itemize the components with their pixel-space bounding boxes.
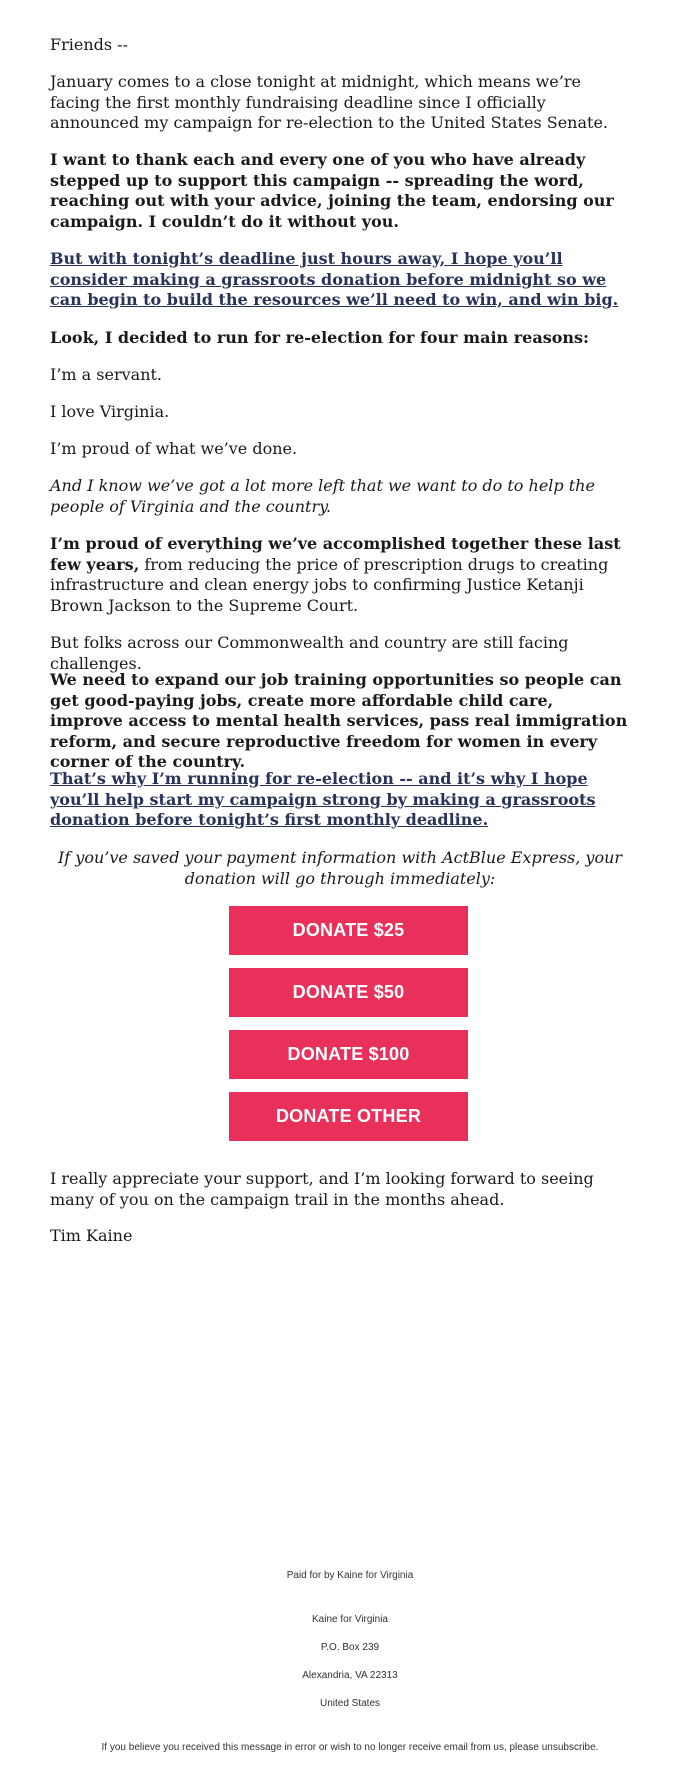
actblue-note: If you’ve saved your payment information with ActBlue Express, your donation will go through immediately: (57, 848, 623, 888)
greeting: Friends -- (50, 35, 128, 54)
paragraph-accomplishments (50, 534, 630, 616)
footer-org: Kaine for Virginia (312, 1614, 388, 1625)
footer-unsubscribe[interactable]: If you believe you received this message in error or wish to no longer receive email from us, please unsubscribe. (101, 1742, 599, 1753)
paragraph-intro: January comes to a close tonight at midnight, which means we’re facing the first monthly fundraising deadline since I officially announced my campaign for re-election to the United States Senate. (50, 72, 608, 132)
footer-city: Alexandria, VA 22313 (302, 1670, 398, 1681)
footer-po-box: P.O. Box 239 (320, 1642, 380, 1653)
accomplishments-rest: from reducing the price of prescription drugs to creating infrastructure and clean energy jobs to confirming Justice Ketanji Brown Jackson to the Supreme Court. (50, 554, 609, 615)
donate-link-1[interactable]: But with tonight’s deadline just hours away, I hope you’ll consider making a grassroots donation before midnight so we can begin to build the resources we’ll need to win, and win big. (50, 249, 619, 309)
donate-100-button[interactable]: DONATE $100 (229, 1030, 468, 1079)
reason-proud: I’m proud of what we’ve done. (50, 439, 298, 458)
paragraph-agenda: We need to expand our job training opportunities so people can get good-paying jobs, create more affordable child care, improve access to mental health services, pass real immigration reform, and secure reproductive freedom for women in every corner of the country. (50, 670, 628, 771)
paragraph-reasons-intro: Look, I decided to run for re-election for four main reasons: (50, 328, 589, 347)
paragraph-thanks: I want to thank each and every one of you who have already stepped up to support this campaign -- spreading the word, reaching out with your advice, joining the team, endorsing our campaign. I couldn’t do it without you. (50, 150, 614, 231)
reason-servant: I’m a servant. (50, 365, 163, 384)
donate-25-button[interactable]: DONATE $25 (229, 906, 468, 955)
closing-paragraph: I really appreciate your support, and I’m looking forward to seeing many of you on the campaign trail in the months ahead. (50, 1169, 594, 1209)
footer-paid-for: Paid for by Kaine for Virginia (286, 1570, 414, 1581)
paragraph-challenges: But folks across our Commonwealth and country are still facing challenges. (50, 633, 569, 673)
reason-more: And I know we’ve got a lot more left that we want to do to help the people of Virginia and the country. (50, 476, 595, 516)
donate-link-2[interactable]: That’s why I’m running for re-election -- and it’s why I hope you’ll help start my campaign strong by making a grassroots donation before tonight’s first monthly deadline. (50, 769, 596, 829)
donate-50-button[interactable]: DONATE $50 (229, 968, 468, 1017)
footer-country: United States (319, 1698, 381, 1709)
donate-other-button[interactable]: DONATE OTHER (229, 1092, 468, 1141)
donate-buttons (229, 906, 468, 1154)
reason-virginia: I love Virginia. (50, 402, 170, 421)
signature: Tim Kaine (50, 1226, 133, 1245)
accomplishments-bold: I’m proud of everything we’ve accomplished together these last few years, (50, 534, 621, 574)
